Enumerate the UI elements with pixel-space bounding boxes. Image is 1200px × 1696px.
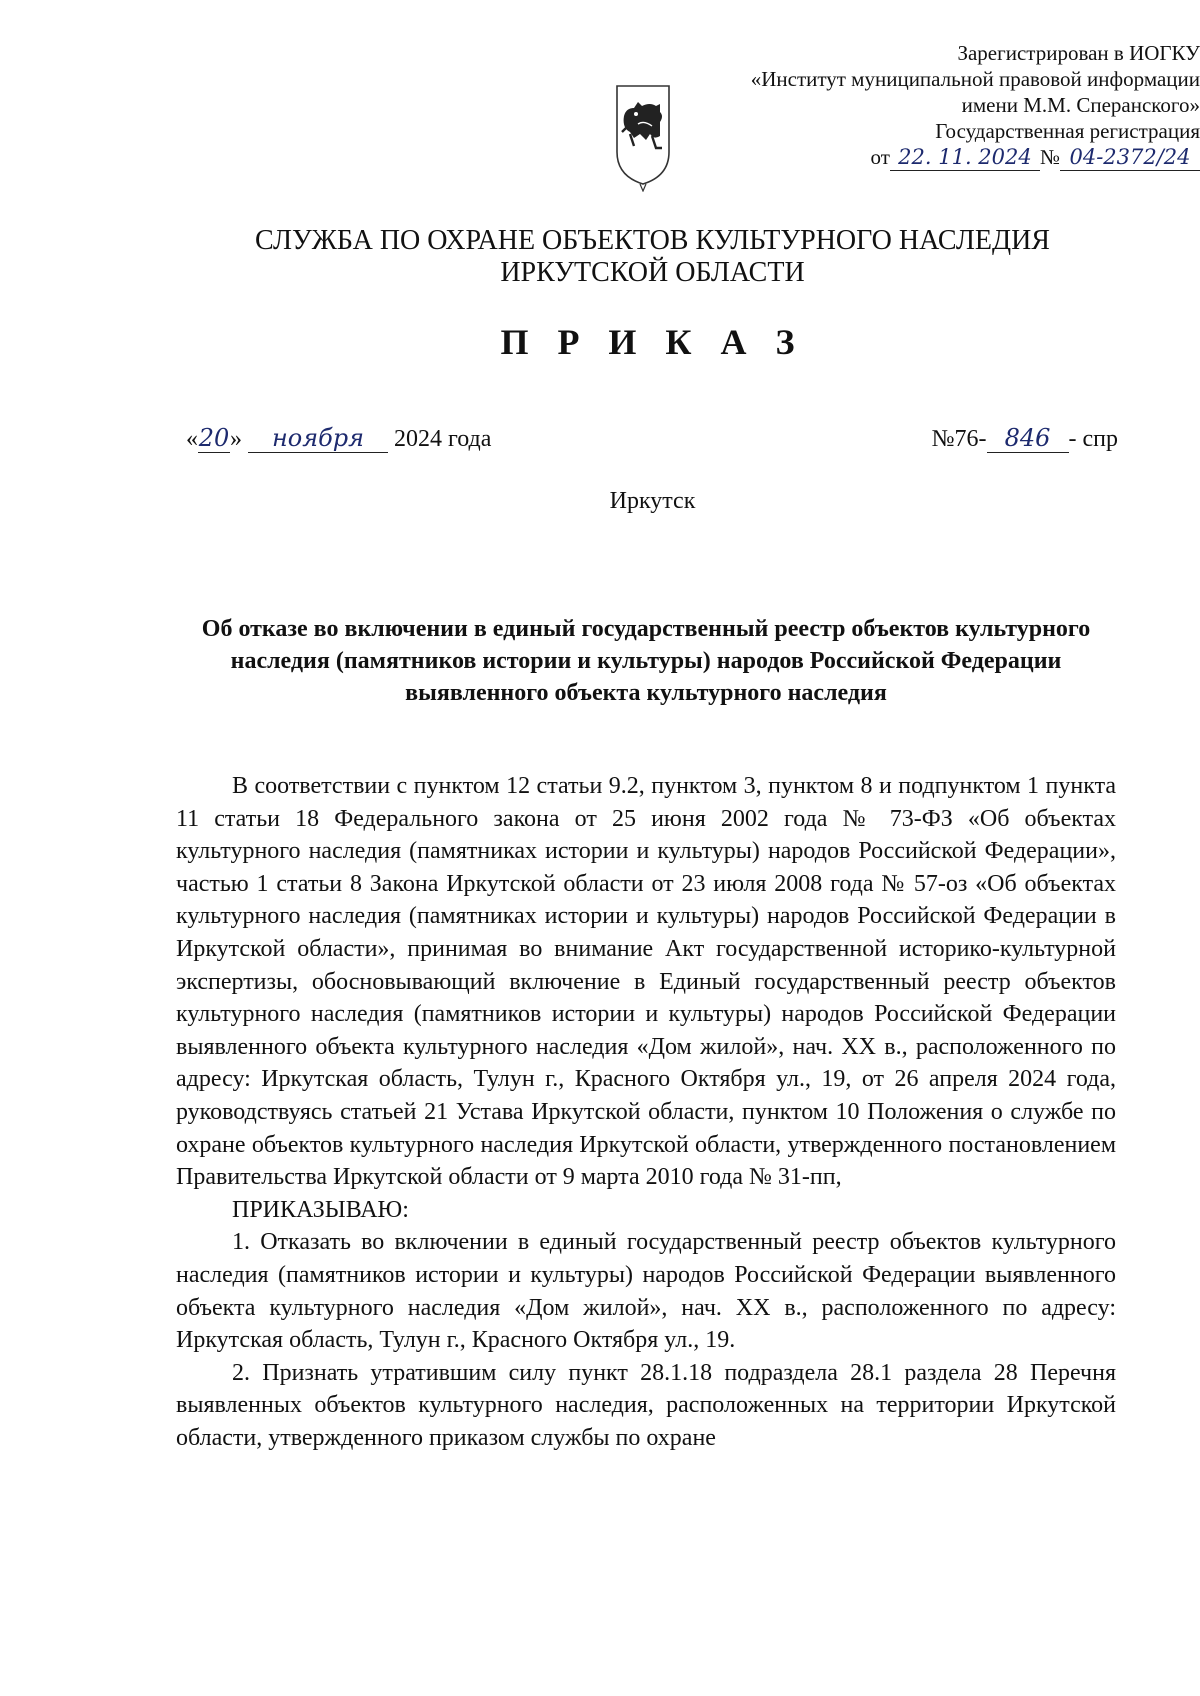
order-subject: Об отказе во включении в единый государственный реестр объектов культурного наследия (памятников истории и культуры) народов Российской Федерации выявленного объекта культурного наследия xyxy=(201,616,1091,706)
coat-of-arms-icon xyxy=(614,80,672,192)
registration-from-label: от xyxy=(870,145,890,169)
registration-stamp xyxy=(640,40,1200,171)
date-day-handwritten: 20 xyxy=(198,424,230,452)
order-number-handwritten: 846 xyxy=(987,424,1069,453)
registration-number-handwritten: 04-2372/24 xyxy=(1060,144,1200,171)
agency-name xyxy=(0,225,1200,289)
registration-date-number-line xyxy=(640,144,1200,171)
date-month-handwritten: ноября xyxy=(248,424,388,453)
date-close-quote: » xyxy=(230,426,242,452)
date-open-quote: « xyxy=(186,426,198,452)
order-item-2: 2. Признать утратившим силу пункт 28.1.18 подраздела 28.1 раздела 28 Перечня выявленных объектов культурного наследия, расположенных на территории Иркутской области, утвержденного приказом службы по охране xyxy=(176,1359,1116,1451)
registration-no-label: № xyxy=(1039,145,1060,169)
registration-line-2: «Институт муниципальной правовой информации xyxy=(750,67,1200,91)
registration-line-4: Государственная регистрация xyxy=(935,119,1200,143)
order-directive: ПРИКАЗЫВАЮ: xyxy=(232,1196,409,1223)
order-number xyxy=(932,424,1118,453)
order-item-1: 1. Отказать во включении в единый государственный реестр объектов культурного наследия (памятников истории и культуры) народов Российской Федерации выявленного объекта культурного наследия «Дом жилой», нач. XX в., расположенного по адресу: Иркутская область, Тулун г., Красного Октября ул., 19. xyxy=(176,1229,1116,1354)
agency-name-line-2: ИРКУТСКОЙ ОБЛАСТИ xyxy=(500,257,805,288)
city-name: Иркутск xyxy=(609,488,696,514)
order-date xyxy=(186,424,491,453)
preamble-paragraph: В соответствии с пунктом 12 статьи 9.2, пунктом 3, пунктом 8 и подпунктом 1 пункта 11 статьи 18 Федерального закона от 25 июня 2002 года № 73-ФЗ «Об объектах культурного наследия (памятниках истории и культуры) народов Российской Федерации», частью 1 статьи 8 Закона Иркутской области от 23 июля 2008 года № 57-оз «Об объектах культурного наследия (памятниках истории и культуры) народов Российской Федерации в Иркутской области», принимая во внимание Акт государственной историко-культурной экспертизы, обосновывающий включение в Единый государственный реестр объектов культурного наследия (памятников истории и культуры) народов Российской Федерации выявленного объекта культурного наследия «Дом жилой», нач. XX в., расположенного по адресу: Иркутская область, Тулун г., Красного Октября ул., 19, от 26 апреля 2024 года, руководствуясь статьей 21 Устава Иркутской области, пунктом 10 Положения о службе по охране объектов культурного наследия Иркутской области, утвержденного постановлением Правительства Иркутской области от 9 марта 2010 года № 31-пп, xyxy=(176,773,1116,1191)
date-year: 2024 года xyxy=(394,426,492,452)
registration-date-handwritten: 22. 11. 2024 xyxy=(890,144,1040,171)
registration-line-1: Зарегистрирован в ИОГКУ xyxy=(957,41,1200,65)
document-type-title: П Р И К А З xyxy=(500,322,805,362)
order-number-suffix: - спр xyxy=(1068,426,1118,452)
registration-line-3: имени М.М. Сперанского» xyxy=(961,93,1200,117)
order-body xyxy=(176,770,1116,1454)
order-number-prefix: №76- xyxy=(931,426,987,452)
agency-name-line-1: СЛУЖБА ПО ОХРАНЕ ОБЪЕКТОВ КУЛЬТУРНОГО НАСЛЕДИЯ xyxy=(255,225,1050,256)
